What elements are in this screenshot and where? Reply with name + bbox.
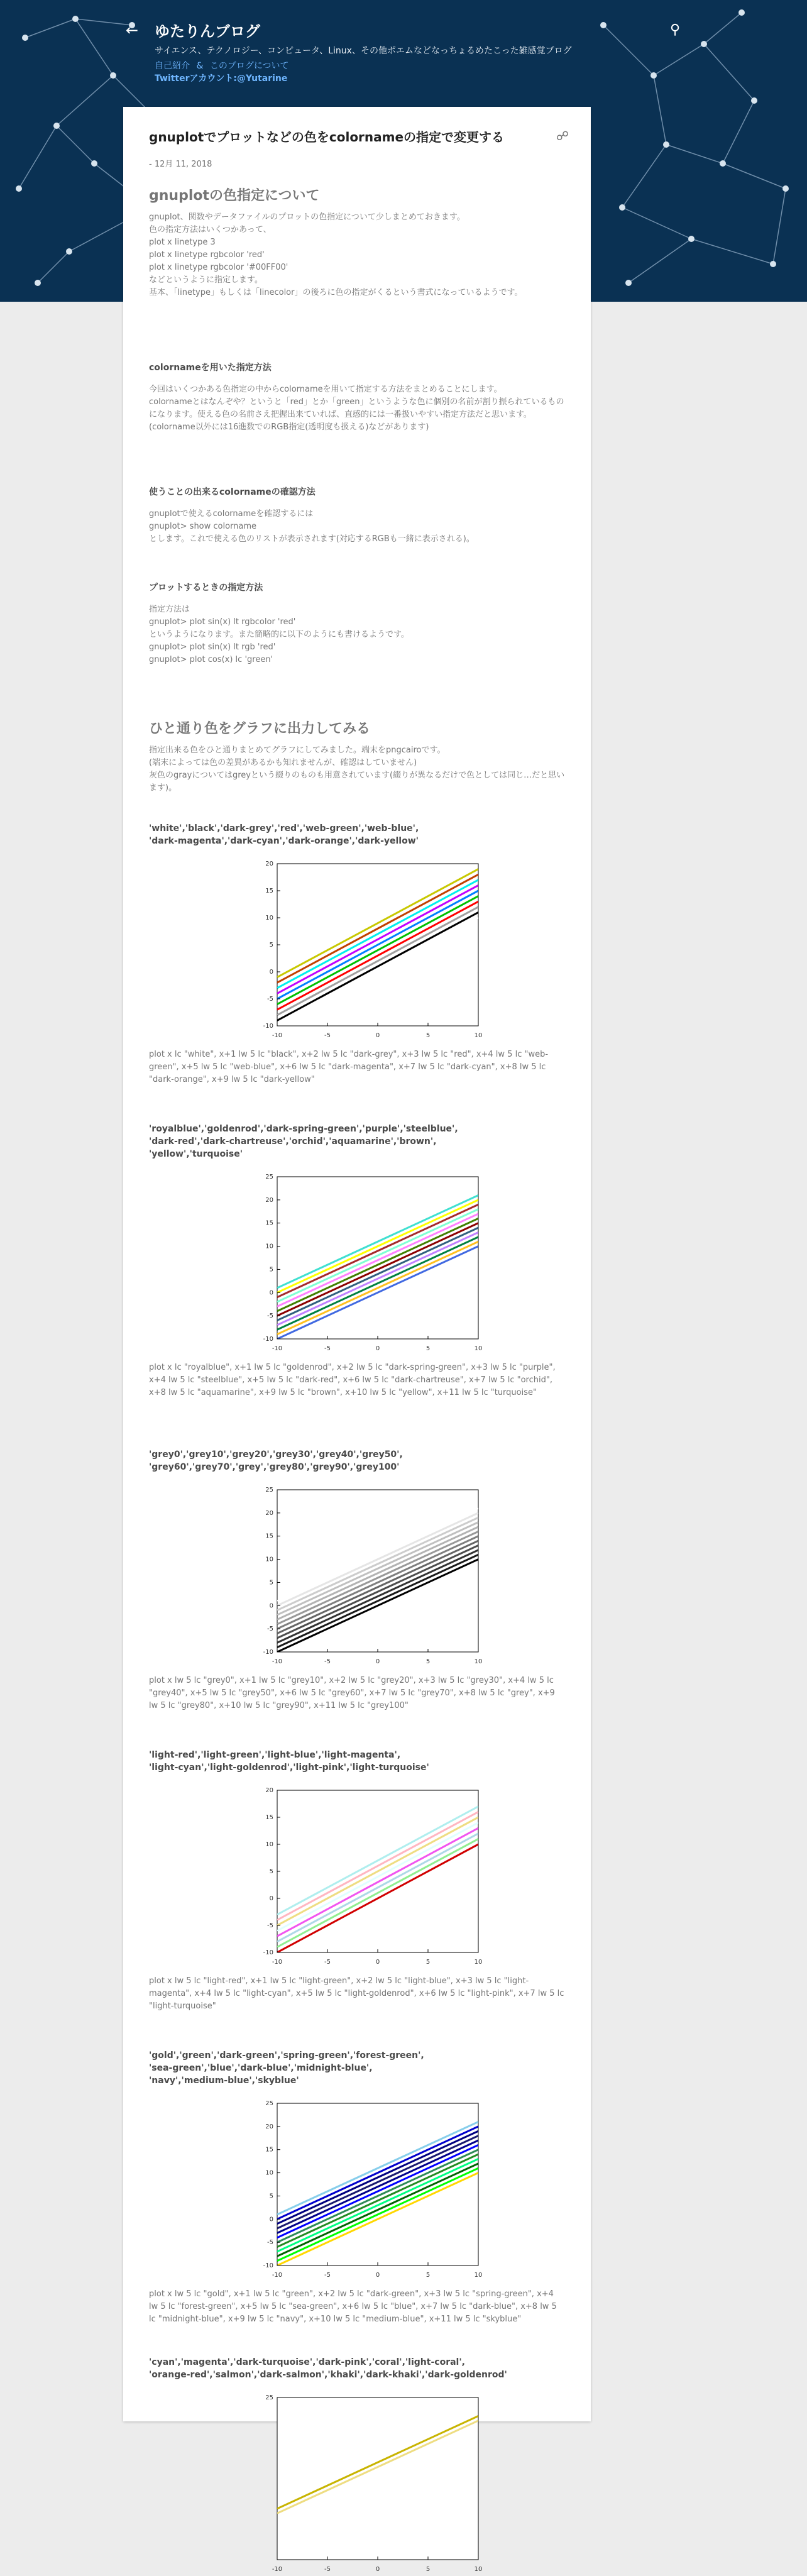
plot-3: [256, 1486, 482, 1668]
y-tick-label: 20: [265, 861, 273, 867]
constellation-line: [629, 239, 691, 283]
y-tick-label: 25: [265, 2100, 273, 2107]
x-tick-label: -10: [272, 2566, 283, 2573]
constellation-star: [91, 160, 97, 167]
plot-caption-1: 'white','black','dark-grey','red','web-green','web-blue', 'dark-magenta','dark-cyan','dark-orange','dark-yellow': [149, 823, 419, 846]
twitter-link[interactable]: Twitterアカウント:@Yutarine: [155, 74, 288, 84]
section-heading-check-colorname: 使うことの出来るcolornameの確認方法: [149, 487, 316, 497]
line-chart: [256, 2100, 482, 2282]
top-bar: [0, 0, 807, 84]
x-tick-label: 5: [425, 2272, 431, 2279]
y-tick-label: -10: [263, 2262, 273, 2269]
x-tick-label: 10: [474, 1959, 483, 1966]
constellation-star: [720, 160, 726, 167]
y-tick-label: -5: [267, 1922, 273, 1929]
y-tick-label: 5: [269, 1266, 273, 1274]
blog-title[interactable]: ゆたりんブログ: [155, 23, 260, 40]
x-tick-label: 5: [425, 1345, 431, 1352]
y-tick-label: -5: [267, 2239, 273, 2247]
constellation-star: [16, 185, 22, 192]
y-tick-label: -5: [267, 1626, 273, 1633]
y-tick-label: 10: [265, 1556, 273, 1563]
constellation-star: [625, 280, 632, 286]
constellation-line: [622, 145, 666, 207]
y-tick-label: 15: [265, 1533, 273, 1540]
y-tick-label: 0: [269, 1602, 273, 1610]
plot-6: [256, 2394, 482, 2576]
x-tick-label: -5: [324, 1658, 331, 1665]
section-heading-color-spec: gnuplotの色指定について: [149, 188, 320, 204]
x-tick-label: 10: [474, 2272, 483, 2279]
y-tick-label: 15: [265, 1814, 273, 1821]
y-tick-label: -10: [263, 1023, 273, 1030]
y-tick-label: 0: [269, 1895, 273, 1902]
constellation-line: [57, 75, 113, 126]
plot-frame: [277, 2103, 478, 2265]
x-tick-label: 0: [375, 1345, 380, 1352]
constellation-line: [19, 126, 57, 189]
constellation-star: [35, 280, 41, 286]
x-tick-label: -5: [324, 1959, 331, 1966]
line-chart: [256, 1786, 482, 1969]
constellation-star: [751, 97, 757, 104]
x-tick-label: -5: [324, 2566, 331, 2573]
constellation-line: [773, 189, 786, 264]
y-tick-label: 20: [265, 2123, 273, 2130]
y-tick-label: 5: [269, 2193, 273, 2200]
blog-description: サイエンス、テクノロジー、コンピュータ、Linux、その他ポエムなどなっちょるめたこった雑感覚ブログ: [155, 46, 572, 56]
y-tick-label: -10: [263, 1336, 273, 1343]
plot-caption-6: 'cyan','magenta','dark-turquoise','dark-pink','coral','light-coral', 'orange-red','salmon','dark-salmon','khaki','dark-khaki','dark-goldenrod': [149, 2357, 507, 2380]
constellation-line: [57, 126, 94, 163]
y-tick-label: 10: [265, 915, 273, 922]
constellation-star: [651, 72, 657, 79]
y-tick-label: 15: [265, 1219, 273, 1227]
x-tick-label: 0: [375, 2272, 380, 2279]
x-tick-label: -10: [272, 1032, 283, 1039]
y-tick-label: -5: [267, 1313, 273, 1320]
x-tick-label: 0: [375, 1658, 380, 1665]
constellation-line: [723, 101, 754, 163]
y-tick-label: 20: [265, 1196, 273, 1204]
x-tick-label: 5: [425, 1959, 431, 1966]
x-tick-label: -10: [272, 1658, 283, 1665]
y-tick-label: 10: [265, 1841, 273, 1848]
plot-frame: [277, 1177, 478, 1339]
x-tick-label: -10: [272, 1959, 283, 1966]
x-tick-label: 10: [474, 1032, 483, 1039]
constellation-star: [110, 72, 116, 79]
x-tick-label: 10: [474, 2566, 483, 2573]
nav-link-separator: &: [196, 61, 204, 71]
y-tick-label: 5: [269, 1579, 273, 1587]
x-tick-label: 10: [474, 1658, 483, 1665]
search-icon[interactable]: ⚲: [669, 22, 681, 38]
share-icon[interactable]: ☍: [556, 128, 569, 143]
y-tick-label: 5: [269, 1868, 273, 1875]
plot-command-5: plot x lw 5 lc "gold", x+1 lw 5 lc "green", x+2 lw 5 lc "dark-green", x+3 lw 5 lc "spring-green", x+4 lw 5 lc "forest-green", x+5 lw 5 lc "sea-green", x+6 lw 5 lc "blue", x+7 lw 5 lc "dark-blue", x+8 lw 5 lc "midnight-blue", x+9 lw 5 lc "navy", x+10 lw 5 lc "medium-blue", x+11 lw 5 lc "skyblue": [149, 2289, 557, 2324]
y-tick-label: 5: [269, 942, 273, 949]
constellation-star: [619, 204, 625, 211]
y-tick-label: 25: [265, 1487, 273, 1494]
y-tick-label: -10: [263, 1649, 273, 1656]
section-heading-all-colors: ひと通り色をグラフに出力してみる: [149, 721, 371, 737]
section-body-color-spec: gnuplot、関数やデータファイルのプロットの色指定について少しまとめておきます。 色の指定方法はいくつかあって、 plot x linetype 3 plot x linetype rgbcolor 'red' plot x linetype rgbcolor '#00FF00' などというように指定します。 基本、「linetype」もしくは「linecolor」の後ろに色の指定がくるという書式になっているようです。: [149, 212, 523, 297]
constellation-star: [688, 236, 694, 242]
line-chart: [256, 1173, 482, 1355]
line-chart: [256, 860, 482, 1042]
x-tick-label: -5: [324, 1345, 331, 1352]
constellation-line: [622, 207, 691, 239]
plot-command-2: plot x lc "royalblue", x+1 lw 5 lc "goldenrod", x+2 lw 5 lc "dark-spring-green", x+3 lw 5 lc "purple", x+4 lw 5 lc "steelblue", x+5 lw 5 lc "dark-red", x+6 lw 5 lc "dark-chartreuse", x+7 lw 5 lc "orchid", x+8 lw 5 lc "aquamarine", x+9 lw 5 lc "brown", x+10 lw 5 lc "yellow", x+11 lw 5 lc "turquoise": [149, 1363, 556, 1397]
plot-2: [256, 1173, 482, 1355]
y-tick-label: -5: [267, 996, 273, 1003]
y-tick-label: 25: [265, 2394, 273, 2401]
x-tick-label: 0: [375, 1032, 380, 1039]
x-tick-label: 5: [425, 2566, 431, 2573]
post-date[interactable]: - 12月 11, 2018: [149, 160, 212, 169]
plot-caption-4: 'light-red','light-green','light-blue','light-magenta', 'light-cyan','light-goldenrod','light-pink','light-turquoise': [149, 1750, 429, 1773]
constellation-star: [53, 123, 60, 129]
x-tick-label: 10: [474, 1345, 483, 1352]
y-tick-label: 25: [265, 1174, 273, 1181]
y-tick-label: 10: [265, 1243, 273, 1250]
y-tick-label: -10: [263, 1949, 273, 1956]
y-tick-label: 0: [269, 2216, 273, 2223]
constellation-line: [666, 145, 723, 163]
y-tick-label: 20: [265, 1509, 273, 1517]
plot-1: [256, 860, 482, 1042]
constellation-line: [723, 163, 786, 189]
line-chart: [256, 1486, 482, 1668]
section-heading-colorname: colornameを用いた指定方法: [149, 363, 272, 373]
nav-link-profile[interactable]: 自己紹介: [155, 61, 190, 71]
plot-caption-5: 'gold','green','dark-green','spring-green','forest-green', 'sea-green','blue','dark-blue','midnight-blue', 'navy','medium-blue','skyblue': [149, 2050, 424, 2086]
arrow-left-icon[interactable]: ←: [125, 21, 139, 39]
section-body-check-colorname: gnuplotで使えるcolornameを確認するには gnuplot> show colorname とします。これで使える色のリストが表示されます(対応するRGBも一緒に表示される)。: [149, 509, 475, 544]
x-tick-label: 5: [425, 1658, 431, 1665]
plot-caption-3: 'grey0','grey10','grey20','grey30','grey40','grey50', 'grey60','grey70','grey','grey80','grey90','grey100': [149, 1450, 403, 1472]
post-card: [123, 107, 591, 2573]
section-body-plot-spec: 指定方法は gnuplot> plot sin(x) lt rgbcolor 'red' というようになります。また簡略的に以下のようにも書けるようです。 gnuplot> plot sin(x) lt rgb 'red' gnuplot> plot cos(x) lc 'green': [149, 605, 409, 664]
nav-links: [155, 59, 293, 72]
plot-command-4: plot x lw 5 lc "light-red", x+1 lw 5 lc "light-green", x+2 lw 5 lc "light-blue", x+3 lw 5 lc "light-magenta", x+4 lw 5 lc "light-cyan", x+5 lw 5 lc "light-goldenrod", x+6 lw 5 lc "light-pink", x+7 lw 5 lc "light-turquoise": [149, 1976, 564, 2011]
y-tick-label: 15: [265, 888, 273, 894]
nav-link-about[interactable]: このブログについて: [209, 61, 289, 71]
section-heading-plot-spec: プロットするときの指定方法: [149, 583, 263, 593]
constellation-star: [66, 248, 72, 255]
plot-4: [256, 1786, 482, 1969]
plot-frame: [277, 1490, 478, 1652]
y-tick-label: 0: [269, 1289, 273, 1297]
constellation-star: [770, 261, 776, 267]
section-body-all-colors: 指定出来る色をひと通りまとめてグラフにしてみました。端末をpngcairoです。 (端末によっては色の差異があるかも知れませんが、確認はしていません) 灰色のgrayについてはgreyという綴りのものも用意されています(綴りが異なるだけで色としては同じ…だと思います)。: [149, 746, 565, 793]
plot-command-1: plot x lc "white", x+1 lw 5 lc "black", x+2 lw 5 lc "dark-grey", x+3 lw 5 lc "red", x+4 lw 5 lc "web-green", x+5 lw 5 lc "web-blue", x+6 lw 5 lc "dark-magenta", x+7 lw 5 lc "dark-cyan", x+8 lw 5 lc "dark-orange", x+9 lw 5 lc "dark-yellow": [149, 1050, 549, 1084]
line-chart: [256, 2394, 482, 2576]
constellation-line: [691, 239, 773, 264]
y-tick-label: 15: [265, 2146, 273, 2154]
x-tick-label: -5: [324, 2272, 331, 2279]
x-tick-label: 5: [425, 1032, 431, 1039]
section-body-colorname: 今回はいくつかある色指定の中からcolornameを用いて指定する方法をまとめることにします。 colornameとはなんぞや？というと「red」とか「green」というような色に個別の名前が割り振られているものになります。使える色の名前さえ把握出来ていれば、直感的には一番扱いやすい指定方法だと思います。 (colorname以外には16進数でのRGB指定(透明度も扱える)などがあります): [149, 385, 564, 432]
x-tick-label: -10: [272, 2272, 283, 2279]
plot-frame: [277, 2397, 478, 2560]
constellation-star: [782, 185, 789, 192]
plot-5: [256, 2100, 482, 2282]
constellation-star: [663, 141, 669, 148]
y-tick-label: 20: [265, 1787, 273, 1794]
x-tick-label: -10: [272, 1345, 283, 1352]
constellation-line: [654, 75, 666, 145]
y-tick-label: 10: [265, 2169, 273, 2177]
y-tick-label: 0: [269, 969, 273, 976]
constellation-line: [38, 251, 69, 283]
plot-command-3: plot x lw 5 lc "grey0", x+1 lw 5 lc "grey10", x+2 lw 5 lc "grey20", x+3 lw 5 lc "grey30", x+4 lw 5 lc "grey40", x+5 lw 5 lc "grey50", x+6 lw 5 lc "grey60", x+7 lw 5 lc "grey70", x+8 lw 5 lc "grey", x+9 lw 5 lc "grey80", x+10 lw 5 lc "grey90", x+11 lw 5 lc "grey100": [149, 1676, 555, 1710]
post-title[interactable]: gnuplotでプロットなどの色をcolornameの指定で変更する: [149, 129, 505, 145]
x-tick-label: 0: [375, 1959, 380, 1966]
plot-caption-2: 'royalblue','goldenrod','dark-spring-green','purple','steelblue', 'dark-red','dark-chartreuse','orchid','aquamarine','brown', 'yellow','turquoise': [149, 1124, 458, 1159]
x-tick-label: -5: [324, 1032, 331, 1039]
x-tick-label: 0: [375, 2566, 380, 2573]
